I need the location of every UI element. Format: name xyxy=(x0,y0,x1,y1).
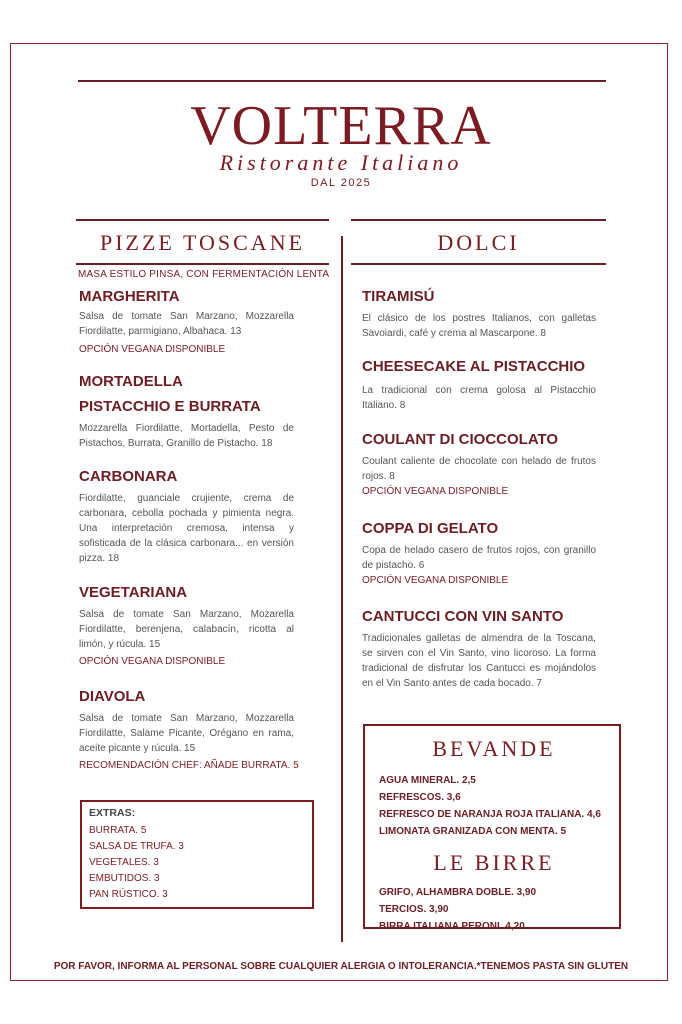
vegan-tag: OPCIÓN VEGANA DISPONIBLE xyxy=(79,656,226,667)
item-name: CARBONARA xyxy=(79,468,178,485)
item-desc: Tradicionales galletas de almendra de la Toscana, se sirven con el Vin Santo, vino licoroso. La forma tradicional de disfrutar los Cantucci es mojándolos en el Vin Santo antes de cada bocado. 7 xyxy=(362,633,596,689)
extras-item: SALSA DE TRUFA. 3 xyxy=(89,841,184,852)
item-desc: Salsa de tomate San Marzano, Mozzarella Fiordilatte, parmigiano, Albahaca. 13 xyxy=(79,311,294,337)
pizza-carbonara xyxy=(79,464,294,566)
pizze-note: MASA ESTILO PINSA, CON FERMENTACIÓN LENTA xyxy=(78,269,330,280)
item-desc: Fiordilatte, guanciale crujiente, crema de carbonara, cebolla pochada y pimienta negra. Una interpretación cremosa, intensa y sofisticada de la clásica carbonara... en versión pizza. 18 xyxy=(79,493,294,564)
brand-subtitle: Ristorante Italiano xyxy=(219,150,463,175)
chef-tag: RECOMENDACIÓN CHEF: AÑADE BURRATA. 5 xyxy=(79,760,299,771)
vegan-tag: OPCIÓN VEGANA DISPONIBLE xyxy=(362,486,509,497)
dolce-coulant xyxy=(362,427,596,497)
bevande-title: BEVANDE xyxy=(432,736,556,761)
extras-title: EXTRAS: xyxy=(89,807,136,819)
extras-box xyxy=(80,800,314,909)
drink-item: REFRESCO DE NARANJA ROJA ITALIANA. 4,6 xyxy=(379,809,601,820)
pizza-diavola xyxy=(79,684,314,771)
item-name: MORTADELLA xyxy=(79,373,183,390)
allergy-footer: POR FAVOR, INFORMA AL PERSONAL SOBRE CUALQUIER ALERGIA O INTOLERANCIA.*TENEMOS PASTA SIN GLUTEN xyxy=(53,961,629,972)
item-desc: La tradicional con crema golosa al Pistacchio Italiano. 8 xyxy=(362,385,596,411)
item-desc: Salsa de tomate San Marzano, Mozzarella Fiordilatte, Salame Picante, Orégano en rama, aceite picante y rúcula. 15 xyxy=(79,713,294,754)
dolci-title: DOLCI xyxy=(437,230,520,255)
item-name: COULANT DI CIOCCOLATO xyxy=(362,431,559,448)
item-desc: Coulant caliente de chocolate con helado de frutos rojos. 8 xyxy=(362,456,596,482)
beer-item: GRIFO, ALHAMBRA DOBLE. 3,90 xyxy=(379,887,537,898)
beer-item: TERCIOS. 3,90 xyxy=(379,904,449,915)
item-name: CANTUCCI CON VIN SANTO xyxy=(362,608,564,625)
dolce-cantucci xyxy=(362,604,602,691)
extras-item: EMBUTIDOS. 3 xyxy=(89,873,160,884)
dolci-divider-bottom xyxy=(351,263,606,265)
brand-title: VOLTERRA xyxy=(190,95,492,157)
pizze-divider-bottom xyxy=(76,263,329,265)
beer-item: BIRRA ITALIANA PERONI. 4,20 xyxy=(379,921,525,932)
dolce-coppa xyxy=(362,516,596,586)
item-name: COPPA DI GELATO xyxy=(362,520,499,537)
drink-item: REFRESCOS. 3,6 xyxy=(379,792,461,803)
column-divider xyxy=(341,236,343,942)
brand-since: DAL 2025 xyxy=(310,177,372,189)
top-divider xyxy=(78,80,606,82)
pizza-vegetariana xyxy=(79,580,294,667)
extras-item: VEGETALES. 3 xyxy=(89,857,159,868)
vegan-tag: OPCIÓN VEGANA DISPONIBLE xyxy=(79,344,226,355)
dolce-cheesecake xyxy=(362,354,606,413)
pizze-divider-top xyxy=(76,219,329,221)
birre-title: LE BIRRE xyxy=(433,850,555,875)
pizza-margherita xyxy=(79,284,294,355)
item-name: VEGETARIANA xyxy=(79,584,188,601)
item-name: TIRAMISÚ xyxy=(362,288,435,305)
drink-item: LIMONATA GRANIZADA CON MENTA. 5 xyxy=(379,826,567,837)
item-name: CHEESECAKE AL PISTACCHIO xyxy=(362,358,586,375)
pizza-mortadella xyxy=(79,369,294,451)
item-name: DIAVOLA xyxy=(79,688,146,705)
item-name: MARGHERITA xyxy=(79,288,180,305)
item-desc: Copa de helado casero de frutos rojos, con granillo de pistacho. 6 xyxy=(362,545,596,571)
extras-item: PAN RÚSTICO. 3 xyxy=(89,889,168,900)
vegan-tag: OPCIÓN VEGANA DISPONIBLE xyxy=(362,575,509,586)
item-desc: Salsa de tomate San Marzano, Mozarella Fiordilatte, berenjena, calabacín, ricotta al limón, y rúcula. 15 xyxy=(79,609,294,650)
item-name: PISTACCHIO E BURRATA xyxy=(79,398,261,415)
drink-item: AGUA MINERAL. 2,5 xyxy=(379,775,476,786)
extras-item: BURRATA. 5 xyxy=(89,825,147,836)
drinks-box xyxy=(363,724,621,932)
dolce-tiramisu xyxy=(362,284,596,341)
pizze-title: PIZZE TOSCANE xyxy=(99,230,306,255)
item-desc: El clásico de los postres Italianos, con galletas Savoiardi, café y crema al Mascarpone. 8 xyxy=(362,313,596,339)
item-desc: Mozzarella Fiordilatte, Mortadella, Pesto de Pistachos, Burrata, Granillo de Pistacho. 18 xyxy=(79,423,294,449)
dolci-divider-top xyxy=(351,219,606,221)
